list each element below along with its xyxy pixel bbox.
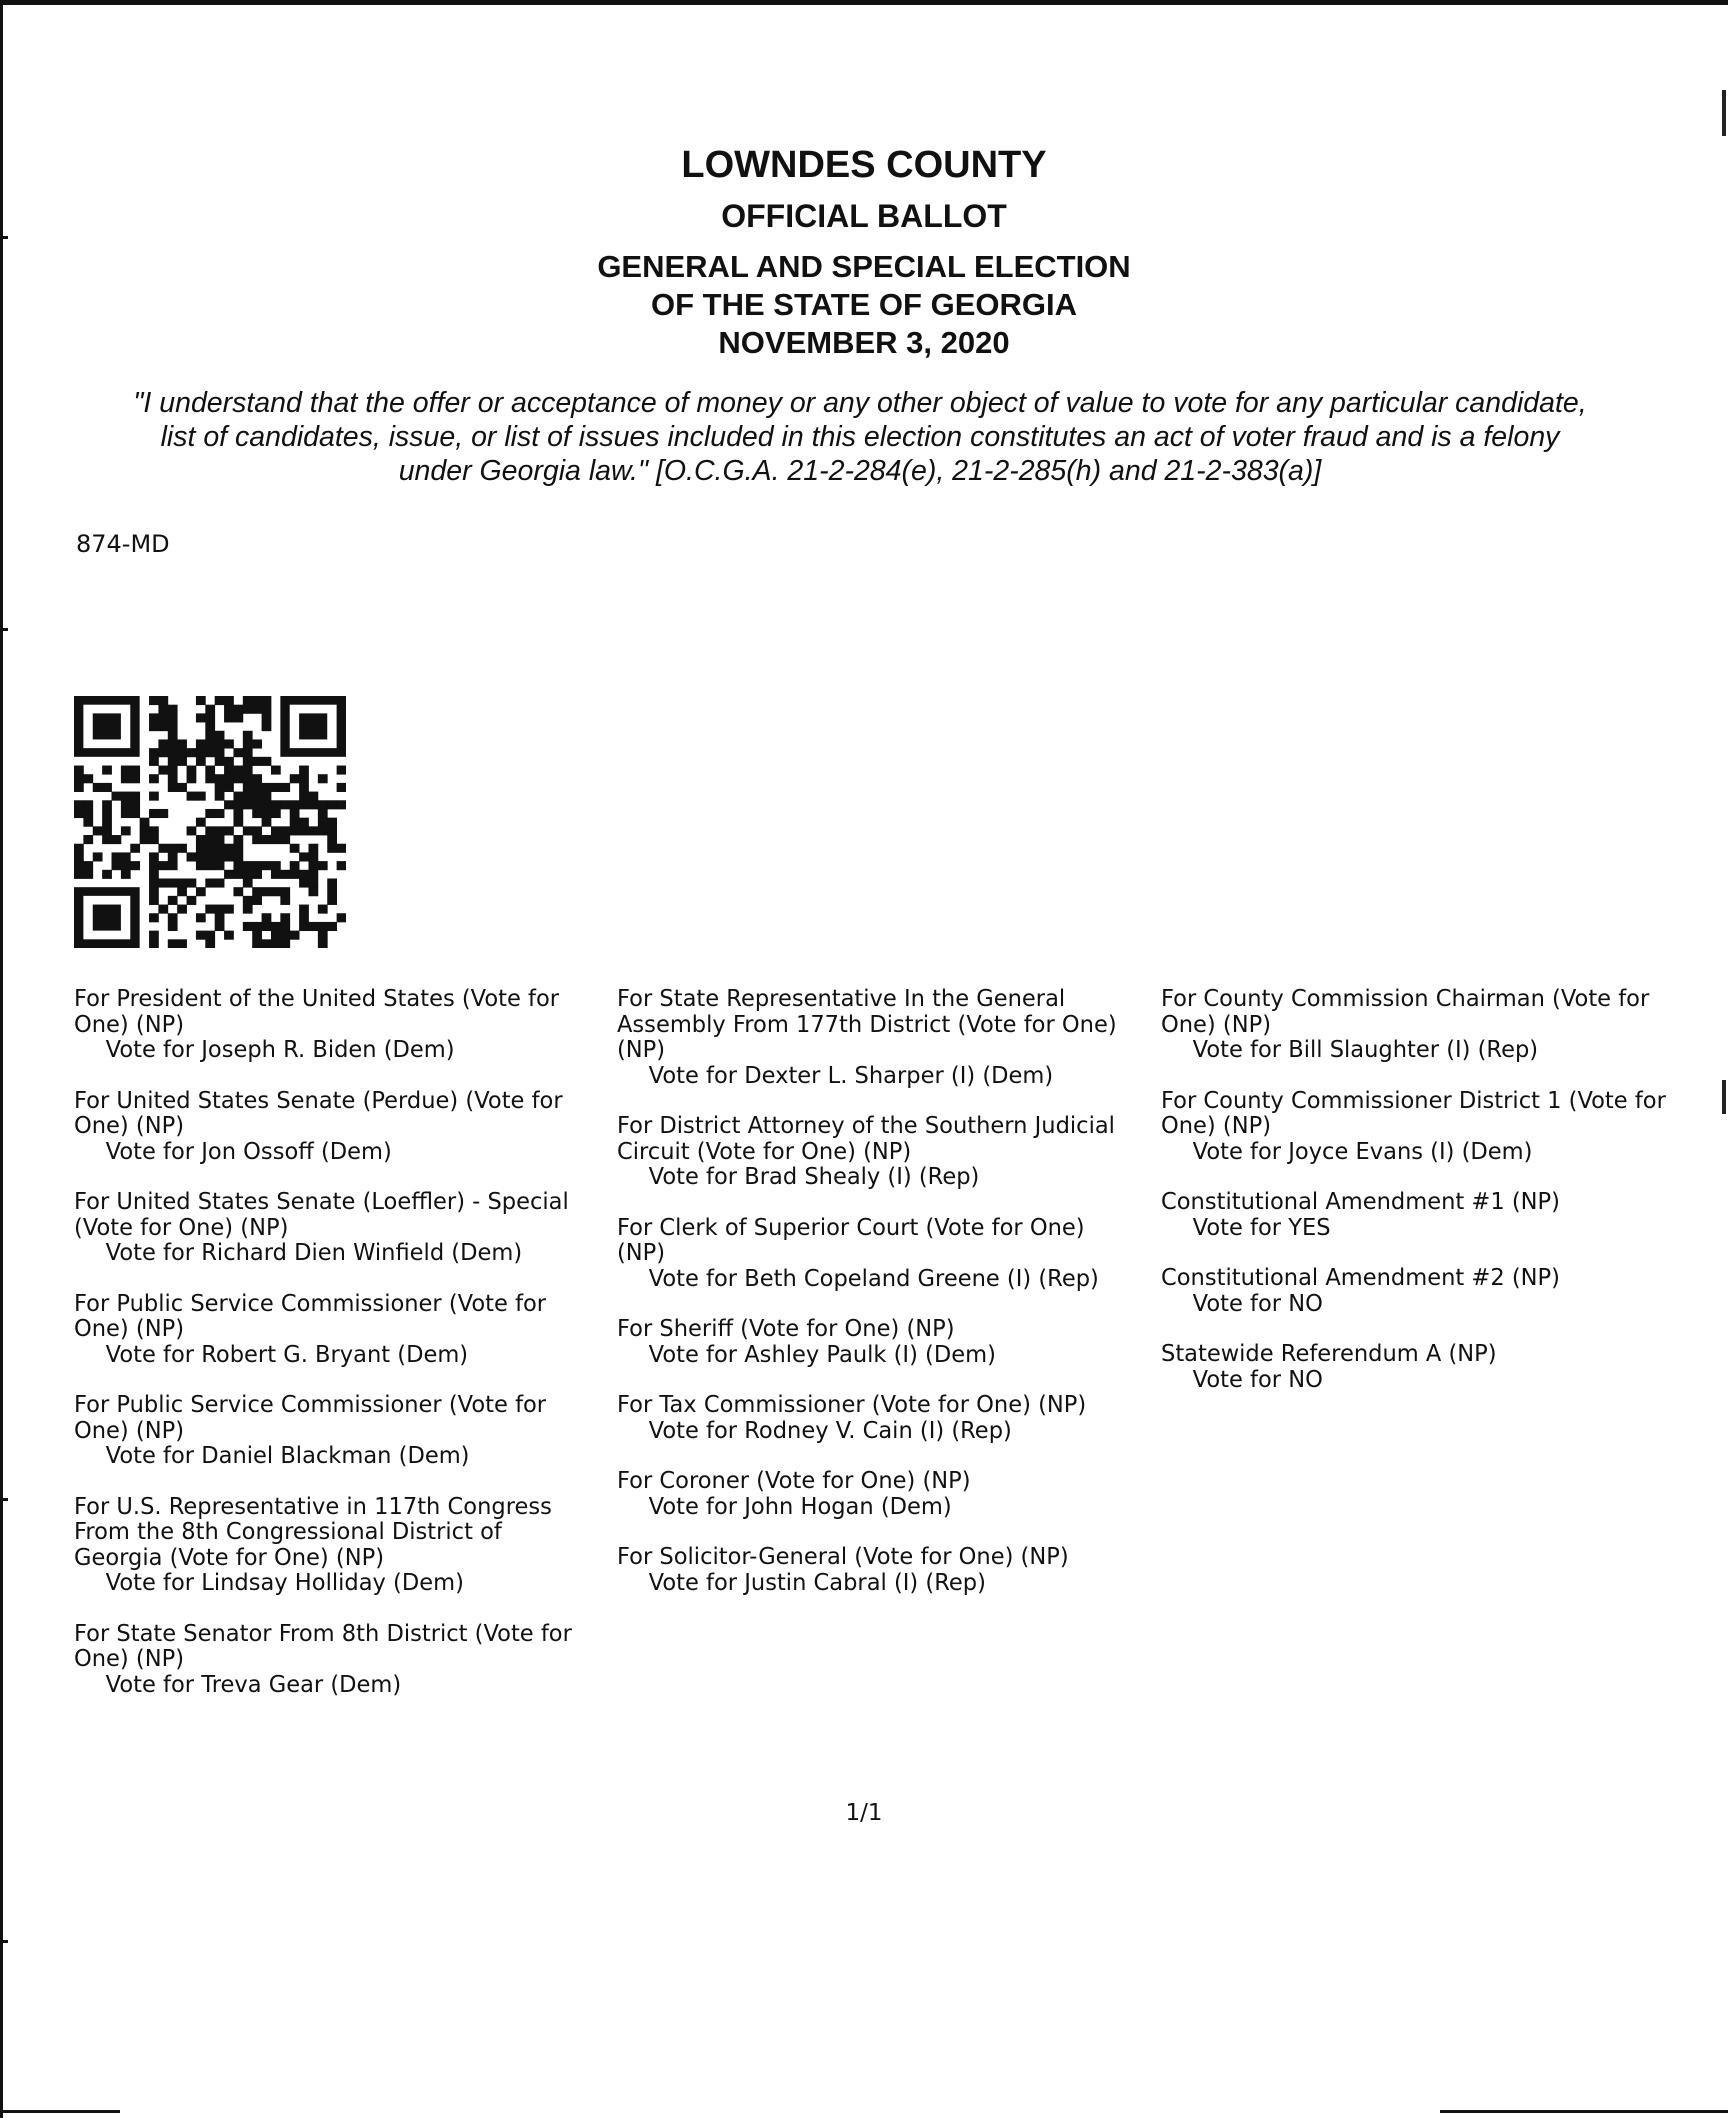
race-selection: Vote for Jon Ossoff (Dem) bbox=[105, 1136, 392, 1165]
scan-edge-right-mark bbox=[1722, 90, 1726, 136]
race-title: For United States Senate (Loeffler) - Special (Vote for One) (NP) bbox=[74, 1187, 569, 1241]
ballot-race bbox=[1161, 1341, 1679, 1392]
ballot-race bbox=[74, 1085, 592, 1165]
race-title: For Solicitor-General (Vote for One) (NP) bbox=[617, 1542, 1069, 1570]
election-title bbox=[0, 248, 1728, 362]
ballot-race bbox=[1161, 1265, 1679, 1316]
ballot-race bbox=[1161, 1085, 1679, 1165]
ballot-race bbox=[617, 1212, 1135, 1292]
statement-line: under Georgia law." [O.C.G.A. 21-2-284(e), 21-2-285(h) and 21-2-383(a)] bbox=[398, 455, 1322, 487]
race-selection: Vote for Rodney V. Cain (I) (Rep) bbox=[648, 1415, 1012, 1444]
race-title: For Clerk of Superior Court (Vote for One) (NP) bbox=[617, 1212, 1085, 1266]
scan-edge-tick bbox=[0, 628, 8, 631]
ballot-column-2 bbox=[617, 986, 1135, 1620]
race-selection: Vote for Lindsay Holliday (Dem) bbox=[105, 1568, 464, 1596]
statement-line: list of candidates, issue, or list of issues included in this election constitutes an act of voter fraud and is a felony bbox=[160, 421, 1560, 453]
scan-edge-top bbox=[0, 0, 1728, 5]
race-title: Constitutional Amendment #1 (NP) bbox=[1161, 1187, 1560, 1215]
ballot-type-title: OFFICIAL BALLOT bbox=[721, 198, 1007, 234]
race-title: For Tax Commissioner (Vote for One) (NP) bbox=[617, 1390, 1087, 1418]
ballot-race bbox=[617, 1316, 1135, 1367]
ballot-style-id: 874-MD bbox=[76, 530, 170, 558]
ballot-race bbox=[74, 1288, 592, 1368]
scan-edge-tick bbox=[0, 1940, 8, 1943]
race-title: Constitutional Amendment #2 (NP) bbox=[1161, 1263, 1560, 1291]
race-title: For President of the United States (Vote for One) (NP) bbox=[74, 984, 560, 1038]
ballot-race bbox=[74, 1491, 592, 1596]
race-selection: Vote for Robert G. Bryant (Dem) bbox=[105, 1339, 469, 1368]
race-selection: Vote for Justin Cabral (I) (Rep) bbox=[648, 1567, 986, 1596]
ballot-race bbox=[617, 1392, 1135, 1443]
county-title: LOWNDES COUNTY bbox=[681, 144, 1047, 186]
ballot-race bbox=[1161, 1189, 1679, 1240]
ballot-column-3 bbox=[1161, 986, 1679, 1417]
race-selection: Vote for John Hogan (Dem) bbox=[648, 1491, 952, 1520]
race-title: For Public Service Commissioner (Vote for One) (NP) bbox=[74, 1288, 547, 1342]
race-title: For Sheriff (Vote for One) (NP) bbox=[617, 1314, 955, 1342]
race-title: Statewide Referendum A (NP) bbox=[1161, 1339, 1497, 1367]
ballot-race bbox=[617, 1544, 1135, 1595]
race-title: For Public Service Commissioner (Vote for One) (NP) bbox=[74, 1390, 547, 1444]
ballot-column-1 bbox=[74, 986, 592, 1722]
race-selection: Vote for Daniel Blackman (Dem) bbox=[105, 1441, 470, 1469]
race-selection: Vote for Joseph R. Biden (Dem) bbox=[105, 1035, 455, 1063]
race-selection: Vote for Joyce Evans (I) (Dem) bbox=[1192, 1136, 1533, 1165]
race-title: For District Attorney of the Southern Judicial Circuit (Vote for One) (NP) bbox=[617, 1111, 1115, 1165]
race-selection: Vote for NO bbox=[1192, 1364, 1323, 1393]
race-selection: Vote for Ashley Paulk (I) (Dem) bbox=[648, 1339, 996, 1368]
ballot-race bbox=[74, 1618, 592, 1698]
ballot-race bbox=[617, 986, 1135, 1088]
race-selection: Vote for Dexter L. Sharper (I) (Dem) bbox=[648, 1060, 1054, 1089]
race-selection: Vote for Treva Gear (Dem) bbox=[105, 1669, 402, 1698]
election-date: NOVEMBER 3, 2020 bbox=[718, 325, 1010, 360]
scan-edge-right-mark bbox=[1722, 1080, 1726, 1114]
ballot-race bbox=[74, 1392, 592, 1469]
ballot-race bbox=[74, 1189, 592, 1266]
election-title-line: OF THE STATE OF GEORGIA bbox=[651, 287, 1077, 322]
race-title: For Coroner (Vote for One) (NP) bbox=[617, 1466, 971, 1494]
race-title: For State Senator From 8th District (Vote for One) (NP) bbox=[74, 1618, 572, 1672]
race-title: For County Commissioner District 1 (Vote for One) (NP) bbox=[1161, 1085, 1666, 1139]
race-selection: Vote for NO bbox=[1192, 1288, 1323, 1317]
ballot-header bbox=[0, 140, 1728, 362]
scan-edge-bottom bbox=[1440, 2110, 1728, 2113]
ballot-race bbox=[617, 1468, 1135, 1519]
race-selection: Vote for Richard Dien Winfield (Dem) bbox=[105, 1238, 523, 1266]
qr-code-icon bbox=[74, 696, 346, 948]
ballot-race bbox=[1161, 986, 1679, 1063]
election-title-line: GENERAL AND SPECIAL ELECTION bbox=[597, 249, 1131, 284]
race-selection: Vote for YES bbox=[1192, 1212, 1331, 1241]
race-selection: Vote for Beth Copeland Greene (I) (Rep) bbox=[648, 1263, 1099, 1292]
race-title: For State Representative In the General Assembly From 177th District (Vote for One) (NP) bbox=[617, 984, 1117, 1063]
race-title: For U.S. Representative in 117th Congress From the 8th Congressional District of Georgia (Vote for One) (NP) bbox=[74, 1491, 552, 1571]
ballot-race bbox=[617, 1113, 1135, 1190]
race-title: For United States Senate (Perdue) (Vote for One) (NP) bbox=[74, 1085, 563, 1139]
race-selection: Vote for Brad Shealy (I) (Rep) bbox=[648, 1162, 980, 1190]
race-title: For County Commission Chairman (Vote for One) (NP) bbox=[1161, 984, 1650, 1038]
race-selection: Vote for Bill Slaughter (I) (Rep) bbox=[1192, 1035, 1539, 1063]
scan-edge-tick bbox=[0, 1498, 8, 1501]
page-number: 1/1 bbox=[845, 1800, 883, 1826]
ballot-race bbox=[74, 986, 592, 1063]
statement-line: "I understand that the offer or acceptance of money or any other object of value to vote for any particular candidate, bbox=[133, 387, 1587, 419]
scan-edge-bottom bbox=[0, 2110, 120, 2113]
voter-fraud-statement bbox=[80, 386, 1640, 488]
